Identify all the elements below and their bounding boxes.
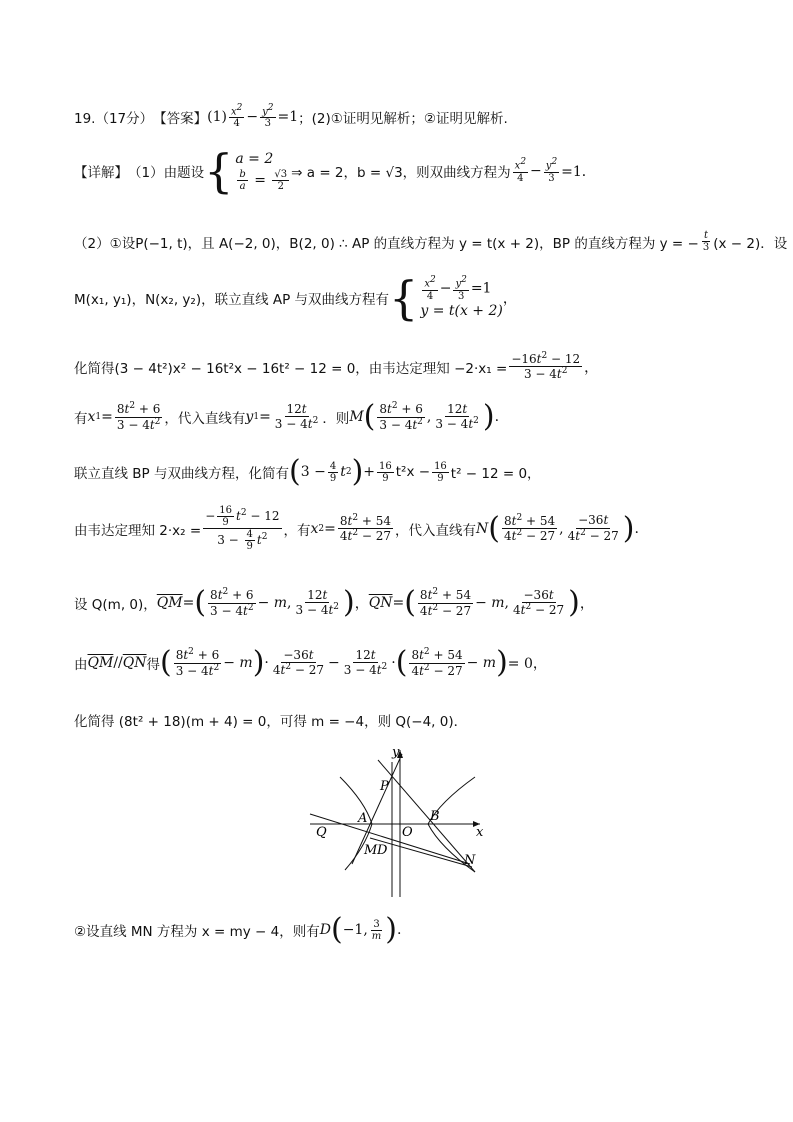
bp-line: 联立直线 BP 与双曲线方程，化简有 ( 3 − $\frac{4}{9}$ t 2 ) + $\frac{16}{9}$ t²x − $\frac{16}{9}$ t² − 12 = 0，	[74, 454, 541, 489]
q-vector-line: 设 Q(m, 0)， $\overline{QM}$ = ( $\frac{8t^2 + 6}{3 - 4t^2}$ − m, $\frac{12t}{3 - 4t^2}$ ) ， $\overline{QN}$ = ( $\frac{8t^2 + 54}{4t^2 - 27}$ − m, $\frac{-36t}{4t^2 - 27}$ ) ，	[74, 585, 594, 620]
lianli-bp-1: 联立直线 BP 与双曲线方程，化简有	[74, 466, 289, 482]
answer-line: 19.（17分） 【答案】 (1) $\frac{x^2}{4}$ − $\frac{y^2}{3}$ =1 ；(2)①证明见解析；②证明见解析.	[74, 103, 508, 130]
lianli-bp-3: t² − 12 = 0，	[450, 466, 541, 482]
then-M: ．则	[322, 411, 350, 427]
label-P: P	[380, 779, 389, 794]
by-parallel: 由	[74, 657, 88, 673]
answer-part1-prefix: (1)	[207, 108, 227, 125]
label-A: A	[358, 811, 368, 826]
frac-x2-4: $\frac{x^2}{4}$	[231, 103, 243, 130]
system-ap: $\frac{x^2}{4}$ − $\frac{y^2}{3}$ =1 y = t(x + 2)	[420, 275, 503, 319]
detail-intro: （1）由题设	[128, 165, 205, 181]
simplify1-eq: (3 − 4t²)x² − 16t²x − 16t² − 12 = 0，由韦达定理知 −2·x₁ =	[114, 360, 508, 377]
weida2: 由韦达定理知 2·x₂ =	[74, 522, 202, 539]
x2-line: 由韦达定理知 2·x₂ = − $\frac{16}{9}$ $t^2 - 12$ 3 − $\frac{4}{9}$ $t^2$ ，有 x 2 = $\frac{8t^2 + 54}{4t^2 - 27}$ ，代入直线有 N ( $\frac{8t^2 + 54}{4t^2 - 27}$ , $\frac{-36t}{4t^2 - 27}$ ) .	[74, 505, 639, 552]
sub-line: ，代入直线有	[164, 411, 246, 427]
label-M: M	[364, 843, 378, 858]
de: 得	[146, 657, 160, 673]
detail-label: 【详解】	[74, 165, 128, 181]
simplify1-prefix: 化简得	[74, 360, 115, 377]
line-BP	[378, 760, 475, 872]
part2-intro: （2）①设	[74, 235, 136, 252]
part2-line1: （2）①设 P(−1, t)，且 A(−2, 0)，B(2, 0) ∴ AP 的直线方程为 y = t(x + 2)，BP 的直线方程为 y = − $\frac{t}{3}$ (x − 2)．设	[74, 230, 788, 253]
part2-line2: M(x₁, y₁)，N(x₂, y₂)，联立直线 AP 与双曲线方程有 { $\frac{x^2}{4}$ − $\frac{y^2}{3}$ =1 y = t(x + 2) ，	[74, 271, 517, 325]
label-y: y	[392, 745, 400, 760]
set-Q: 设 Q(m, 0)，	[74, 597, 157, 613]
have-x1: 有	[74, 411, 88, 427]
detail-result: ⇒ a = 2，b = √3，则双曲线方程为	[291, 165, 511, 181]
label-x: x	[476, 825, 484, 840]
question-number: 19.（17分）	[74, 110, 154, 127]
system-ab: a = 2 $\frac{b}{a}$ = $\frac{√3}{2}$	[235, 151, 288, 192]
frac-y2-3: $\frac{y^2}{3}$	[262, 103, 274, 130]
part2-text1-tail: (x − 2)．设	[713, 235, 788, 252]
sub-N: ，代入直线有	[395, 522, 477, 539]
parallel-line: 由 $\overline{QM}$ // $\overline{QN}$ 得 ( $\frac{8t^2 + 6}{3 - 4t^2}$ − m ) · $\frac{-36t}{4t^2 - 27}$ − $\frac{12t}{3 - 4t^2}$ · ( $\frac{8t^2 + 54}{4t^2 - 27}$ − m ) = 0，	[74, 645, 547, 680]
simplify1-line: 化简得 (3 − 4t²)x² − 16t²x − 16t² − 12 = 0，由韦达定理知 −2·x₁ = $\frac{-16t^2 - 12}{3 - 4t^2}$ ，	[74, 351, 599, 382]
answer-tail: ；(2)①证明见解析；②证明见解析.	[298, 110, 508, 127]
hyperbola-figure	[300, 742, 500, 902]
answer-label: 【答案】	[153, 110, 208, 127]
part2-text1: P(−1, t)，且 A(−2, 0)，B(2, 0) ∴ AP 的直线方程为 y = t(x + 2)，BP 的直线方程为 y = −	[135, 235, 699, 252]
detail-line: 【详解】 （1）由题设 { a = 2 $\frac{b}{a}$ = $\frac{√3}{2}$ ⇒ a = 2，b = √3，则双曲线方程为 $\frac{x^2}{4}$ − $\frac{y^2}{3}$ =1．	[74, 144, 596, 198]
label-D: D	[377, 843, 388, 858]
part2-line2-text: M(x₁, y₁)，N(x₂, y₂)，联立直线 AP 与双曲线方程有	[74, 292, 390, 308]
label-O: O	[402, 825, 413, 840]
circle2-text: ②设直线 MN 方程为 x = my − 4，则有	[74, 924, 320, 940]
simplify-final: 化简得 (8t² + 18)(m + 4) = 0，可得 m = −4，则 Q(−4, 0)．	[74, 714, 468, 730]
label-N: N	[464, 853, 476, 868]
label-Q: Q	[316, 825, 327, 840]
have-x2: ，有	[283, 522, 311, 539]
final-simplify-line	[74, 710, 467, 730]
x1-line: 有 x 1 = $\frac{8t^2 + 6}{3 - 4t^2}$ ，代入直线有 y 1 = $\frac{12t}{3 - 4t^2}$ ．则 M ( $\frac{8t^2 + 6}{3 - 4t^2}$ , $\frac{12t}{3 - 4t^2}$ ) .	[74, 399, 500, 434]
label-B: B	[430, 809, 440, 824]
circle2-line: ②设直线 MN 方程为 x = my − 4，则有 D ( −1, $\frac{3}{m}$ ) .	[74, 912, 402, 947]
lianli-bp-2: t²x −	[395, 464, 431, 480]
